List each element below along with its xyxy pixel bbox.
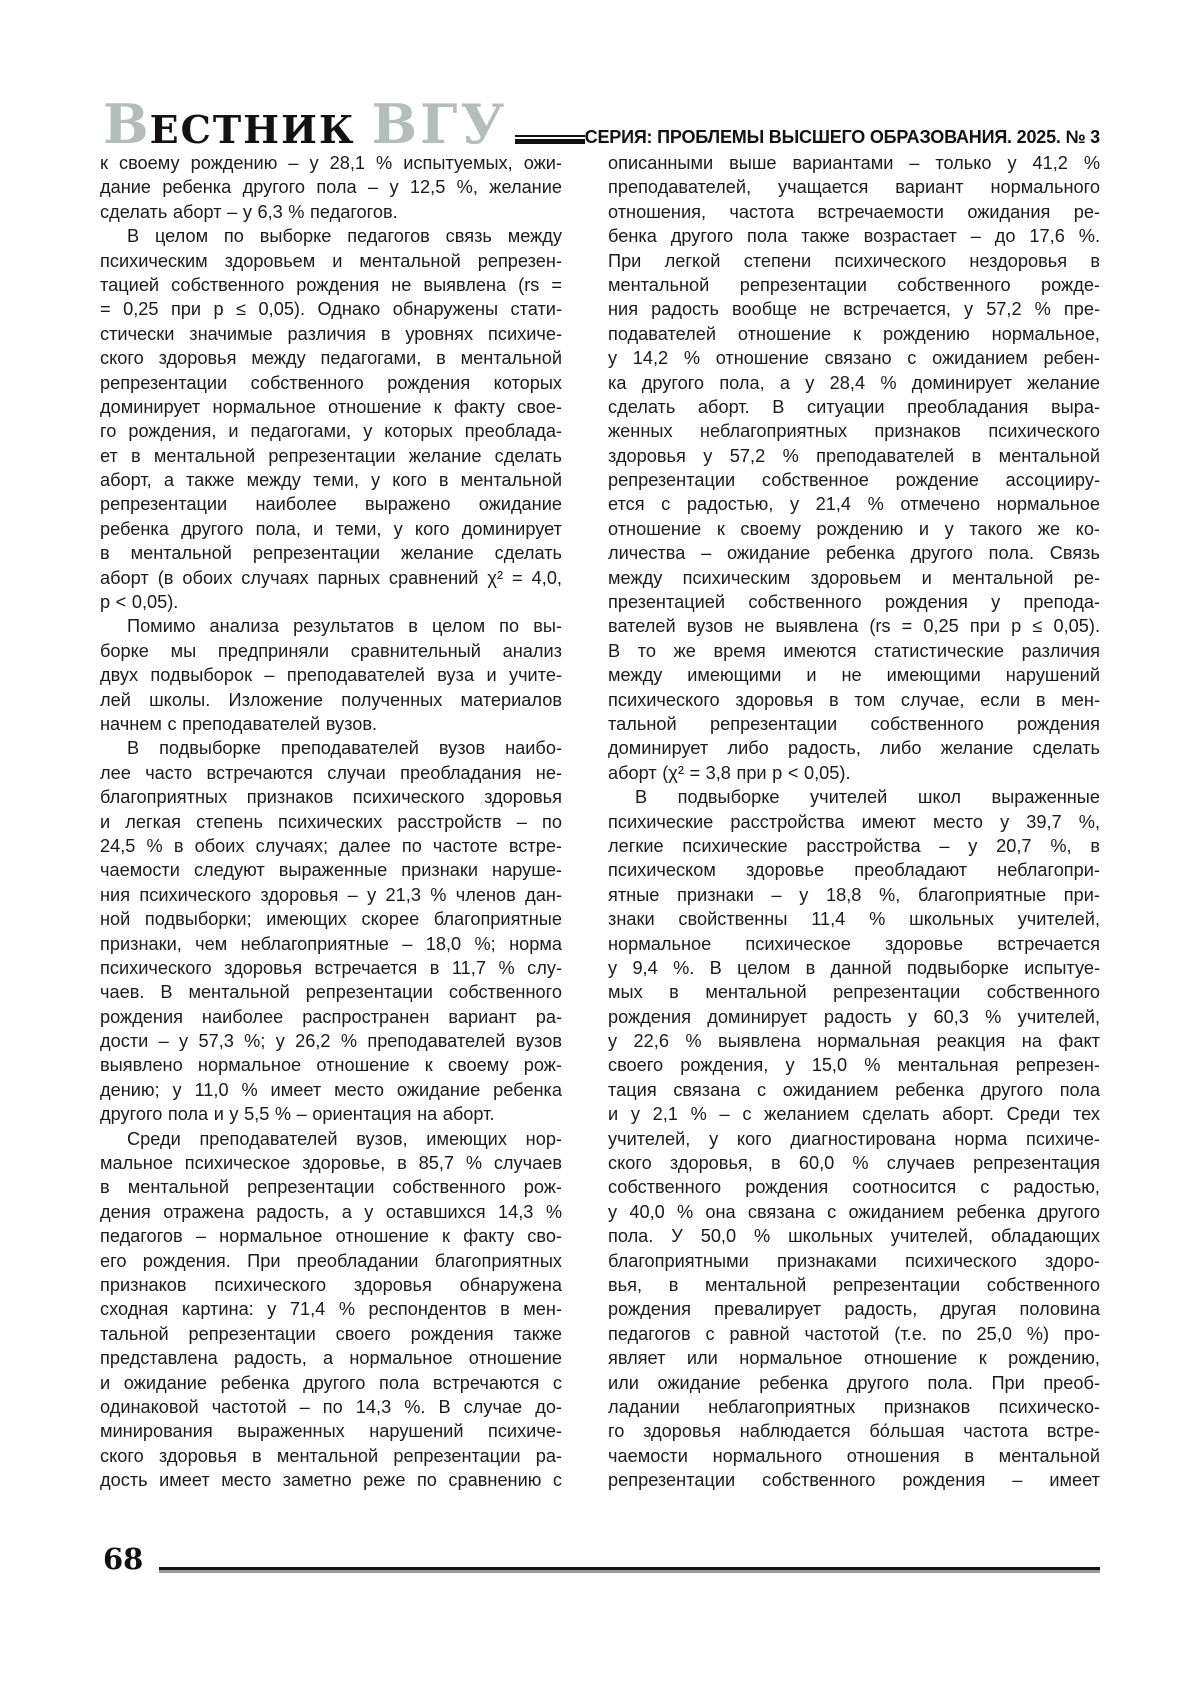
text-line: аборт (в обоих случаях парных сравнений χ² = 4,0, xyxy=(100,567,562,588)
text-line: знаки свойственны 11,4 % школьных учителей, xyxy=(608,909,1100,930)
text-line: ского здоровья между педагогами, в ментальной xyxy=(100,348,562,369)
text-line: педагогов с равной частотой (т.е. по 25,0 %) про- xyxy=(608,1323,1100,1344)
text-line: аборт, а также между теми, у кого в ментальной xyxy=(100,470,562,491)
text-line: тальной репрезентации своего рождения также xyxy=(100,1323,562,1344)
text-line: вья, в ментальной репрезентации собственного xyxy=(608,1274,1100,1295)
text-line: лей школы. Изложение полученных материалов xyxy=(100,689,562,710)
text-line: минирования выраженных нарушений психиче- xyxy=(100,1421,562,1442)
text-line: двух подвыборок – преподавателей вуза и учите- xyxy=(100,665,562,686)
text-line: ребенка другого пола, и теми, у кого доминирует xyxy=(100,518,562,539)
text-line: его рождения. При преобладании благоприятных xyxy=(100,1250,562,1271)
text-line: репрезентации собственного рождения – имеет xyxy=(608,1470,1100,1491)
text-line: у 40,0 % она связана с ожиданием ребенка другого xyxy=(608,1201,1100,1222)
text-line: ния радость вообще не встречается, у 57,2 % пре- xyxy=(608,299,1100,320)
text-line: рождения превалирует радость, другая половина xyxy=(608,1299,1100,1320)
page-number: 68 xyxy=(103,1542,144,1576)
text-line: психического здоровья встречается в 11,7 % слу- xyxy=(100,957,562,978)
page-header xyxy=(103,91,1100,156)
text-line: психического здоровья в том случае, если в мен- xyxy=(608,689,1100,710)
text-line: учителей, у кого диагностирована норма психиче- xyxy=(608,1128,1100,1149)
text-line: мальное психическое здоровье, в 85,7 % случаев xyxy=(100,1153,562,1174)
text-line: В подвыборке учителей школ выраженные xyxy=(635,787,1100,808)
text-line: рождения наиболее распространен вариант ра- xyxy=(100,1006,562,1027)
text-line: сходная картина: у 71,4 % респондентов в мен- xyxy=(100,1299,562,1320)
text-line: тацией собственного рождения не выявлена (rs = xyxy=(100,274,562,295)
text-line: у 22,6 % выявлена нормальная реакция на факт xyxy=(608,1031,1100,1052)
left-column xyxy=(100,151,562,1492)
text-line: психическом здоровье преобладают неблагопри- xyxy=(608,860,1100,881)
text-line: 24,5 % в обоих случаях; далее по частоте встре- xyxy=(100,835,562,856)
text-line: дание ребенка другого пола – у 12,5 %, желание xyxy=(100,177,562,198)
text-line: легкие психические расстройства – у 20,7 %, в xyxy=(608,835,1100,856)
text-line: В подвыборке преподавателей вузов наибо- xyxy=(127,738,562,759)
text-line: педагогов – нормальное отношение к факту сво- xyxy=(100,1226,562,1247)
text-line: сделать аборт. В ситуации преобладания выра- xyxy=(608,396,1100,417)
text-line: ятные признаки – у 18,8 %, благоприятные при- xyxy=(608,884,1100,905)
text-line: дость имеет место заметно реже по сравнению с xyxy=(100,1470,562,1491)
text-line: своего рождения, у 15,0 % ментальная репрезен- xyxy=(608,1055,1100,1076)
text-line: При легкой степени психического нездоровья в xyxy=(608,250,1100,271)
text-line: и у 2,1 % – с желанием сделать аборт. Среди тех xyxy=(608,1104,1100,1125)
text-line: ского здоровья в ментальной репрезентации ра- xyxy=(100,1445,562,1466)
text-line: чаев. В ментальной репрезентации собственного xyxy=(100,982,562,1003)
text-line: аборт (χ² = 3,8 при p < 0,05). xyxy=(608,762,851,783)
text-line: презентацией собственного рождения у препода- xyxy=(608,592,1100,613)
text-line: отношение к своему рождению и у такого же ко- xyxy=(608,518,1100,539)
text-line: В то же время имеются статистические различия xyxy=(608,640,1100,661)
text-line: в ментальной репрезентации собственного рож- xyxy=(100,1177,562,1198)
page-footer xyxy=(103,1544,1100,1574)
text-line: сделать аборт – у 6,3 % педагогов. xyxy=(100,201,398,222)
text-line: признаки, чем неблагоприятные – 18,0 %; норма xyxy=(100,933,562,954)
text-line: начнем с преподавателей вузов. xyxy=(100,713,378,734)
text-line: чаемости нормального отношения в ментальной xyxy=(608,1445,1100,1466)
right-column xyxy=(608,151,1100,1492)
text-line: дению; у 11,0 % имеет место ожидание ребенка xyxy=(100,1079,562,1100)
series-title: СЕРИЯ: ПРОБЛЕМЫ ВЫСШЕГО ОБРАЗОВАНИЯ. 2025. № 3 xyxy=(584,127,1100,147)
text-line: В целом по выборке педагогов связь между xyxy=(127,226,562,247)
logo-title-text: ЕСТНИК xyxy=(149,106,356,152)
text-line: другого пола и у 5,5 % – ориентация на аборт. xyxy=(100,1104,495,1125)
text-line: выявлено нормальное отношение к своему рож- xyxy=(100,1055,562,1076)
text-line: у 14,2 % отношение связано с ожиданием ребен- xyxy=(608,348,1100,369)
text-line: у 9,4 %. В целом в данной подвыборке испытуе- xyxy=(608,957,1100,978)
text-line: пола. У 50,0 % школьных учителей, обладающих xyxy=(608,1226,1100,1247)
text-line: доминирует либо радость, либо желание сделать xyxy=(608,738,1100,759)
text-line: тация связана с ожиданием ребенка другого пола xyxy=(608,1079,1100,1100)
text-line: доминирует нормальное отношение к факту свое- xyxy=(100,396,562,417)
text-line: ния психического здоровья – у 21,3 % членов дан- xyxy=(100,884,562,905)
header-double-rule xyxy=(515,135,584,144)
text-line: психические расстройства имеют место у 39,7 %, xyxy=(608,811,1100,832)
text-line: здоровья у 57,2 % преподавателей в ментальной xyxy=(608,445,1100,466)
text-line: между имеющими и не имеющими нарушений xyxy=(608,665,1100,686)
text-line: являет или нормальное отношение к рождению, xyxy=(608,1348,1100,1369)
text-line: го здоровья наблюдается бо́льшая частота встре- xyxy=(608,1421,1100,1442)
text-line: ментальной репрезентации собственного рожде- xyxy=(608,274,1100,295)
text-line: к своему рождению – у 28,1 % испытуемых, ожи- xyxy=(100,153,562,173)
journal-logo xyxy=(103,91,508,156)
text-line: или ожидание ребенка другого пола. При преоб- xyxy=(608,1372,1100,1393)
text-line: репрезентации собственного рождения которых xyxy=(100,372,562,393)
text-line: го рождения, и педагогами, у которых преоблада- xyxy=(100,421,562,442)
text-line: дения отражена радость, а у оставшихся 14,3 % xyxy=(100,1201,562,1222)
text-line: благоприятными признаками психического здоро- xyxy=(608,1250,1100,1271)
text-line: борке мы предприняли сравнительный анализ xyxy=(100,640,562,661)
text-line: мых в ментальной репрезентации собственного xyxy=(608,982,1100,1003)
text-line: отношения, частота встречаемости ожидания ре- xyxy=(608,201,1100,222)
text-line: ка другого пола, а у 28,4 % доминирует желание xyxy=(608,372,1100,393)
text-line: в ментальной репрезентации желание сделать xyxy=(100,543,562,564)
text-line: p < 0,05). xyxy=(100,592,179,613)
text-line: и легкая степень психических расстройств – по xyxy=(100,811,562,832)
text-line: ной подвыборки; имеющих скорее благоприятные xyxy=(100,909,562,930)
text-line: признаков психического здоровья обнаружена xyxy=(100,1274,562,1295)
text-line: личества – ожидание ребенка другого пола. Связь xyxy=(608,543,1100,564)
text-line: ет в ментальной репрезентации желание сделать xyxy=(100,445,562,466)
text-line: репрезентации наиболее выражено ожидание xyxy=(100,494,562,515)
text-line: Среди преподавателей вузов, имеющих нор- xyxy=(127,1128,562,1149)
text-line: подавателей отношение к рождению нормальное, xyxy=(608,323,1100,344)
text-line: описанными выше вариантами – только у 41,2 % xyxy=(608,153,1100,173)
text-line: тальной репрезентации собственного рождения xyxy=(608,713,1100,734)
text-line: преподавателей, учащается вариант нормального xyxy=(608,177,1100,198)
text-line: Помимо анализа результатов в целом по вы- xyxy=(127,616,562,637)
text-line: дости – у 57,3 %; у 26,2 % преподавателей вузов xyxy=(100,1031,562,1052)
text-line: представлена радость, а нормальное отношение xyxy=(100,1348,562,1369)
text-line: одинаковой частотой – по 14,3 %. В случае до- xyxy=(100,1396,562,1417)
text-line: лее часто встречаются случаи преобладания не- xyxy=(100,762,562,783)
logo-university-abbr: ВГУ xyxy=(371,91,508,156)
text-line: чаемости следуют выраженные признаки наруше- xyxy=(100,860,562,881)
text-line: нормальное психическое здоровье встречается xyxy=(608,933,1100,954)
text-line: ется с радостью, у 21,4 % отмечено нормальное xyxy=(608,494,1100,515)
article-body xyxy=(100,151,1100,1492)
footer-rule xyxy=(159,1567,1100,1570)
text-line: между психическим здоровьем и ментальной ре- xyxy=(608,567,1100,588)
text-line: рождения доминирует радость у 60,3 % учителей, xyxy=(608,1006,1100,1027)
text-line: бенка другого пола также возрастает – до 17,6 %. xyxy=(608,226,1100,247)
text-line: и ожидание ребенка другого пола встречаются с xyxy=(100,1372,562,1393)
logo-initial-letter: В xyxy=(103,91,150,156)
text-line: психическим здоровьем и ментальной репрезен- xyxy=(100,250,562,271)
text-line: женных неблагоприятных признаков психического xyxy=(608,421,1100,442)
text-line: ского здоровья, в 60,0 % случаев репрезентация xyxy=(608,1153,1100,1174)
text-line: вателей вузов не выявлена (rs = 0,25 при p ≤ 0,05). xyxy=(608,616,1100,637)
text-line: стически значимые различия в уровнях психиче- xyxy=(100,323,562,344)
text-line: ладании неблагоприятных признаков психическо- xyxy=(608,1396,1100,1417)
text-line: = 0,25 при p ≤ 0,05). Однако обнаружены стати- xyxy=(100,299,562,320)
text-line: благоприятных признаков психического здоровья xyxy=(100,787,562,808)
text-line: собственного рождения соотносится с радостью, xyxy=(608,1177,1100,1198)
text-line: репрезентации собственное рождение ассоцииру- xyxy=(608,470,1100,491)
